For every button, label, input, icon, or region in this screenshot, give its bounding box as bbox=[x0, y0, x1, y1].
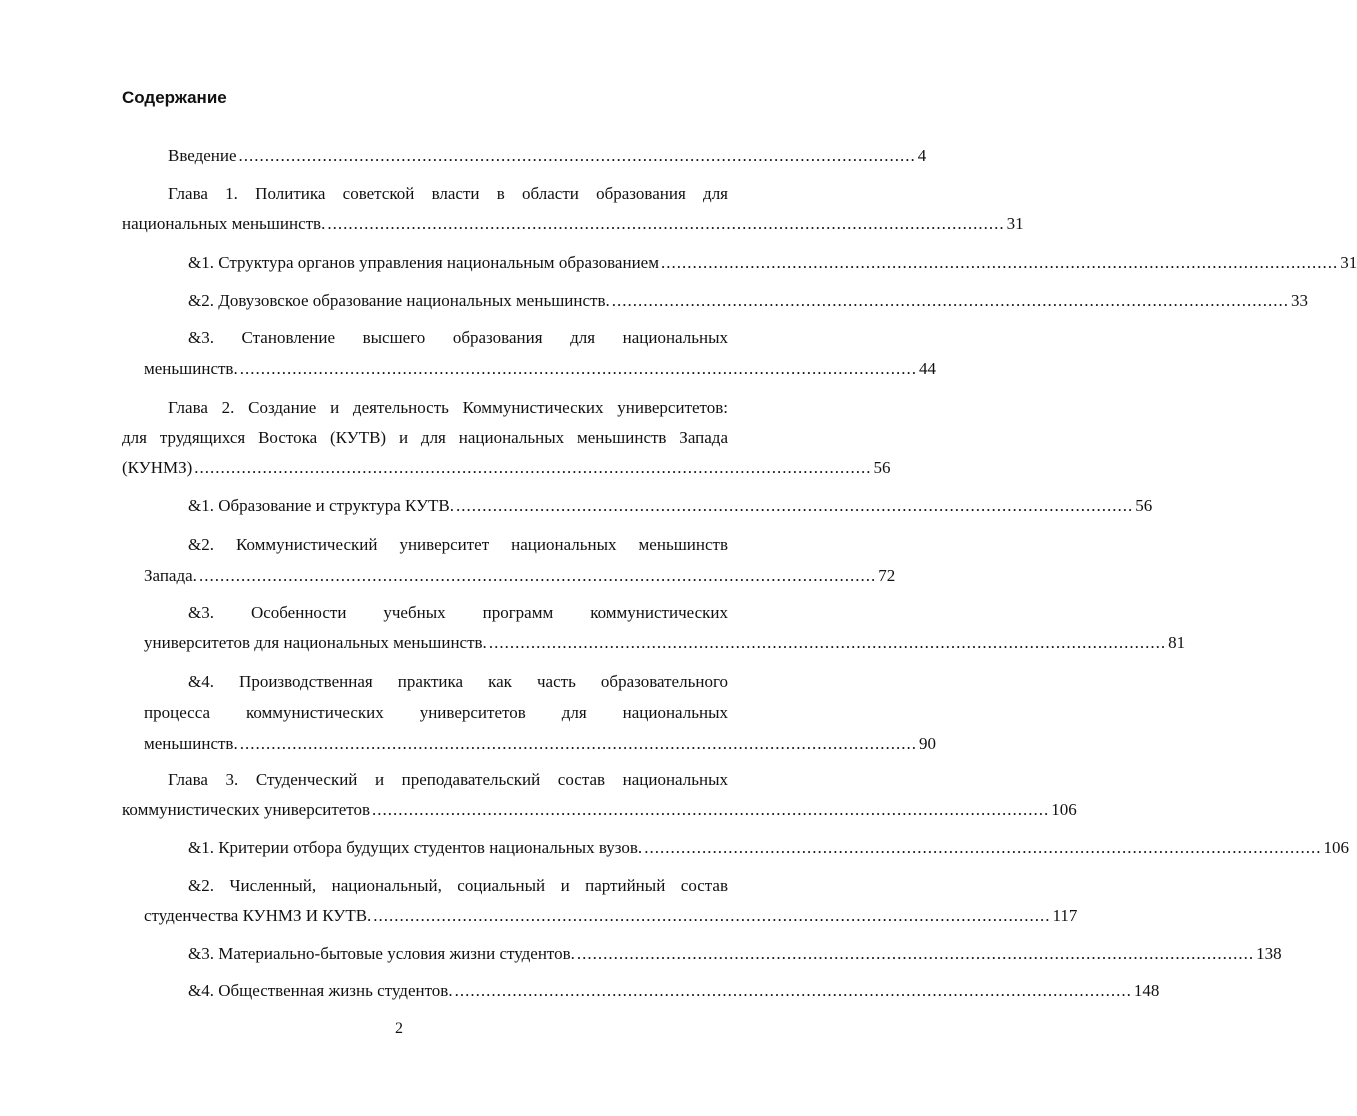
toc-entry-intro[interactable] bbox=[168, 146, 927, 166]
toc-section-2-3-line1[interactable]: &3. Особенности учебных программ коммунистических bbox=[188, 603, 728, 622]
toc-chapter-3-line2[interactable] bbox=[122, 800, 1077, 820]
toc-entry-title: коммунистических университетов bbox=[122, 800, 371, 819]
page-number: 2 bbox=[395, 1020, 403, 1037]
toc-chapter-3-line1[interactable]: Глава 3. Студенческий и преподавательский состав национальных bbox=[168, 770, 728, 789]
toc-leader: ................................................................................................................................. bbox=[239, 734, 917, 753]
toc-leader: ................................................................................................................................. bbox=[239, 359, 917, 378]
toc-chapter-1-line1[interactable]: Глава 1. Политика советской власти в области образования для bbox=[168, 184, 728, 203]
toc-entry-page: 106 bbox=[1051, 800, 1077, 819]
toc-section-1-3-line1[interactable]: &3. Становление высшего образования для национальных bbox=[188, 328, 728, 347]
toc-entry-page: 90 bbox=[918, 734, 936, 753]
toc-entry-title: студенчества КУНМЗ И КУТВ. bbox=[144, 906, 372, 925]
toc-chapter-2-line3[interactable] bbox=[122, 458, 891, 478]
toc-section-2-3-line2[interactable] bbox=[144, 633, 1186, 653]
toc-entry-title: университетов для национальных меньшинств. bbox=[144, 633, 487, 652]
toc-section-2-1[interactable] bbox=[188, 496, 1153, 516]
toc-section-1-3-line2[interactable] bbox=[144, 359, 936, 379]
toc-chapter-2-line2[interactable]: для трудящихся Востока (КУТВ) и для национальных меньшинств Запада bbox=[122, 428, 728, 447]
toc-section-2-4-line3[interactable] bbox=[144, 734, 936, 754]
toc-entry-page: 56 bbox=[1135, 496, 1153, 515]
toc-section-3-4[interactable] bbox=[188, 981, 1160, 1001]
toc-entry-page: 44 bbox=[918, 359, 936, 378]
toc-entry-page: 117 bbox=[1052, 906, 1078, 925]
toc-leader: ................................................................................................................................. bbox=[238, 146, 916, 165]
toc-leader: ................................................................................................................................. bbox=[456, 496, 1134, 515]
toc-entry-title: меньшинств. bbox=[144, 359, 238, 378]
toc-entry-page: 56 bbox=[873, 458, 891, 477]
toc-leader: ................................................................................................................................. bbox=[660, 253, 1339, 272]
toc-entry-page: 138 bbox=[1256, 944, 1282, 963]
toc-leader: ................................................................................................................................. bbox=[198, 566, 877, 585]
toc-entry-page: 31 bbox=[1340, 253, 1357, 272]
toc-section-3-1[interactable] bbox=[188, 838, 1349, 858]
toc-leader: ................................................................................................................................. bbox=[644, 838, 1322, 857]
toc-chapter-1-line2[interactable] bbox=[122, 214, 1024, 234]
toc-section-2-2-line2[interactable] bbox=[144, 566, 896, 586]
toc-leader: ................................................................................................................................. bbox=[373, 906, 1051, 925]
toc-entry-page: 72 bbox=[878, 566, 896, 585]
toc-leader: ................................................................................................................................. bbox=[194, 458, 872, 477]
toc-entry-title: &1. Образование и структура КУТВ. bbox=[188, 496, 454, 515]
toc-section-3-2-line2[interactable] bbox=[144, 906, 1078, 926]
toc-section-3-2-line1[interactable]: &2. Численный, национальный, социальный и партийный состав bbox=[188, 876, 728, 895]
toc-entry-title: &1. Критерии отбора будущих студентов национальных вузов. bbox=[188, 838, 643, 857]
toc-entry-title: Запада. bbox=[144, 566, 197, 585]
toc-entry-title: национальных меньшинств. bbox=[122, 214, 326, 233]
toc-section-1-1[interactable] bbox=[188, 253, 1357, 273]
toc-chapter-2-line1[interactable]: Глава 2. Создание и деятельность Коммунистических университетов: bbox=[168, 398, 728, 417]
toc-section-3-3[interactable] bbox=[188, 944, 1282, 964]
toc-entry-page: 106 bbox=[1323, 838, 1349, 857]
toc-section-2-2-line1[interactable]: &2. Коммунистический университет национальных меньшинств bbox=[188, 535, 728, 554]
toc-leader: ................................................................................................................................. bbox=[454, 981, 1132, 1000]
toc-entry-page: 31 bbox=[1006, 214, 1024, 233]
toc-leader: ................................................................................................................................. bbox=[611, 291, 1289, 310]
toc-leader: ................................................................................................................................. bbox=[372, 800, 1050, 819]
toc-section-1-2[interactable] bbox=[188, 291, 1308, 311]
toc-entry-title: &3. Материально-бытовые условия жизни студентов. bbox=[188, 944, 575, 963]
toc-leader: ................................................................................................................................. bbox=[327, 214, 1005, 233]
toc-entry-title: Введение bbox=[168, 146, 237, 165]
toc-entry-page: 4 bbox=[917, 146, 927, 165]
toc-entry-page: 33 bbox=[1290, 291, 1308, 310]
toc-entry-title: &2. Довузовское образование национальных меньшинств. bbox=[188, 291, 610, 310]
toc-entry-page: 81 bbox=[1168, 633, 1186, 652]
toc-entry-title: (КУНМЗ) bbox=[122, 458, 193, 477]
toc-leader: ................................................................................................................................. bbox=[576, 944, 1255, 963]
toc-leader: ................................................................................................................................. bbox=[488, 633, 1167, 652]
toc-section-2-4-line1[interactable]: &4. Производственная практика как часть образовательного bbox=[188, 672, 728, 691]
toc-entry-page: 148 bbox=[1133, 981, 1160, 1000]
toc-entry-title: &4. Общественная жизнь студентов. bbox=[188, 981, 453, 1000]
toc-section-2-4-line2[interactable]: процесса коммунистических университетов для национальных bbox=[144, 703, 728, 722]
page-title: Содержание bbox=[122, 88, 227, 107]
toc-entry-title: &1. Структура органов управления национальным образованием bbox=[188, 253, 659, 272]
toc-entry-title: меньшинств. bbox=[144, 734, 238, 753]
